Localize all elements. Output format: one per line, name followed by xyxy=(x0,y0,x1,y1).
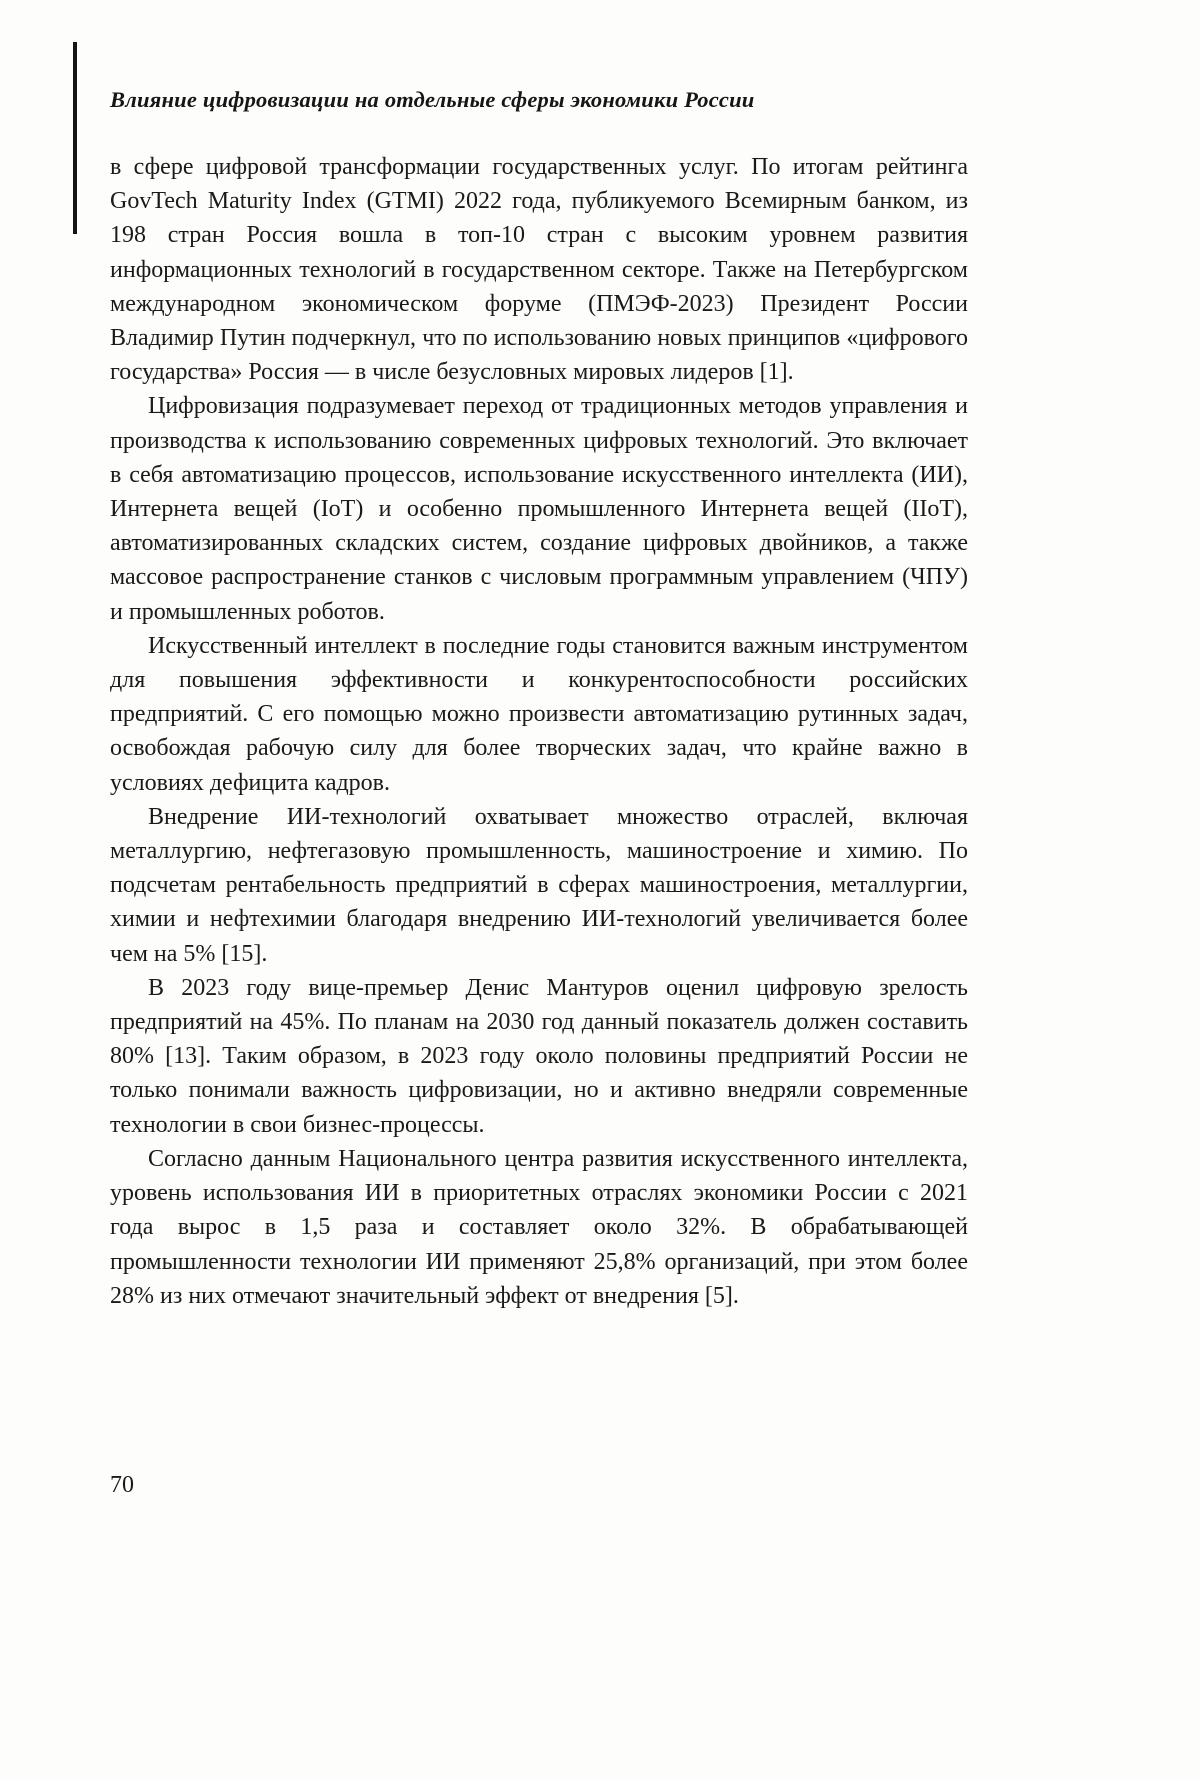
body-paragraph: Цифровизация подразумевает переход от традиционных методов управления и производства к использованию современных цифровых технологий. Это включает в себя автоматизацию процессов, использование искусственного интеллекта (ИИ), Интернета вещей (IoT) и особенно промышленного Интернета вещей (IIoT), автоматизированных складских систем, создание цифровых двойников, а также массовое распространение станков с числовым программным управлением (ЧПУ) и промышленных роботов. xyxy=(110,393,968,625)
running-head: Влияние цифровизации на отдельные сферы экономики России xyxy=(110,87,755,112)
body-paragraph: Согласно данным Национального центра развития искусственного интеллекта, уровень использования ИИ в приоритетных отраслях экономики России с 2021 года вырос в 1,5 раза и составляет около 32%. В обрабатывающей промышленности технологии ИИ применяют 25,8% организаций, при этом более 28% из них отмечают значительный эффект от внедрения [5]. xyxy=(110,1145,968,1309)
body-paragraph: Внедрение ИИ-технологий охватывает множество отраслей, включая металлургию, нефтегазовую промышленность, машиностроение и химию. По подсчетам рентабельность предприятий в сферах машиностроения, металлургии, химии и нефтехимии благодаря внедрению ИИ-технологий увеличивается более чем на 5% [15]. xyxy=(110,803,968,967)
body-paragraph: в сфере цифровой трансформации государственных услуг. По итогам рейтинга GovTech Maturity Index (GTMI) 2022 года, публикуемого Всемирным банком, из 198 стран Россия вошла в топ-10 стран с высоким уровнем развития информационных технологий в государственном секторе. Также на Петербургском международном экономическом форуме (ПМЭФ-2023) Президент России Владимир Путин подчеркнул, что по использованию новых принципов «цифрового государства» Россия — в числе безусловных мировых лидеров [1]. xyxy=(110,154,968,386)
body-paragraph: Искусственный интеллект в последние годы становится важным инструментом для повышения эффективности и конкурентоспособности российских предприятий. С его помощью можно произвести автоматизацию рутинных задач, освобождая рабочую силу для более творческих задач, что крайне важно в условиях дефицита кадров. xyxy=(110,632,968,796)
page-number: 70 xyxy=(110,1472,134,1498)
body-paragraph: В 2023 году вице-премьер Денис Мантуров оценил цифровую зрелость предприятий на 45%. По планам на 2030 год данный показатель должен составить 80% [13]. Таким образом, в 2023 году около половины предприятий России не только понимали важность цифровизации, но и активно внедряли современные технологии в свои бизнес-процессы. xyxy=(110,974,968,1138)
body-text-block xyxy=(110,150,968,1313)
margin-line-decoration xyxy=(73,42,77,234)
